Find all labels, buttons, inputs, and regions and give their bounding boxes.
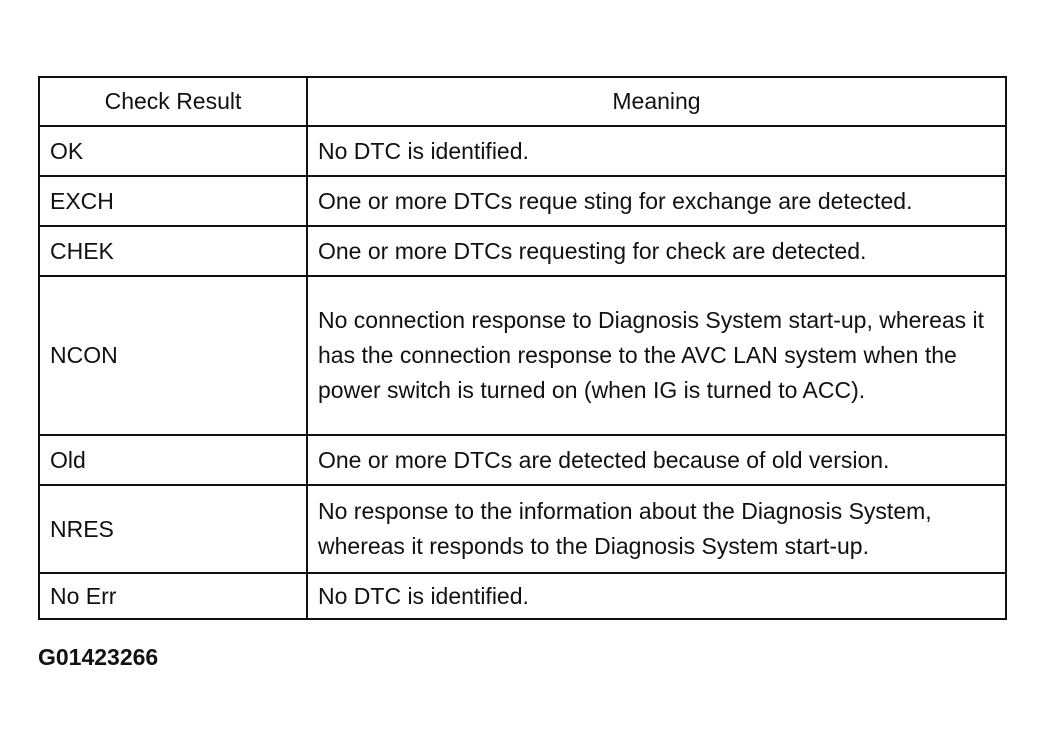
result-code: NRES	[39, 485, 307, 573]
table-header-row	[39, 77, 1006, 126]
result-meaning: No DTC is identified.	[307, 126, 1006, 176]
result-meaning: One or more DTCs requesting for check are detected.	[307, 226, 1006, 276]
table-row	[39, 435, 1006, 485]
figure-id: G01423266	[38, 644, 159, 670]
table-row	[39, 226, 1006, 276]
table-row	[39, 485, 1006, 573]
result-meaning: No DTC is identified.	[307, 573, 1006, 619]
header-check-result: Check Result	[39, 77, 307, 126]
result-code: No Err	[39, 573, 307, 619]
check-result-table	[38, 76, 1007, 620]
header-meaning: Meaning	[307, 77, 1006, 126]
result-meaning: No connection response to Diagnosis System start-up, whereas it has the connection response to the AVC LAN system when the power switch is turned on (when IG is turned to ACC).	[307, 276, 1006, 435]
table-row	[39, 276, 1006, 435]
result-meaning: No response to the information about the Diagnosis System, whereas it responds to the Diagnosis System start-up.	[307, 485, 1006, 573]
result-code: CHEK	[39, 226, 307, 276]
result-code: EXCH	[39, 176, 307, 226]
result-code: OK	[39, 126, 307, 176]
table-row	[39, 126, 1006, 176]
result-code: Old	[39, 435, 307, 485]
result-code: NCON	[39, 276, 307, 435]
result-meaning: One or more DTCs reque sting for exchange are detected.	[307, 176, 1006, 226]
table-row	[39, 176, 1006, 226]
table-row	[39, 573, 1006, 619]
result-meaning: One or more DTCs are detected because of old version.	[307, 435, 1006, 485]
